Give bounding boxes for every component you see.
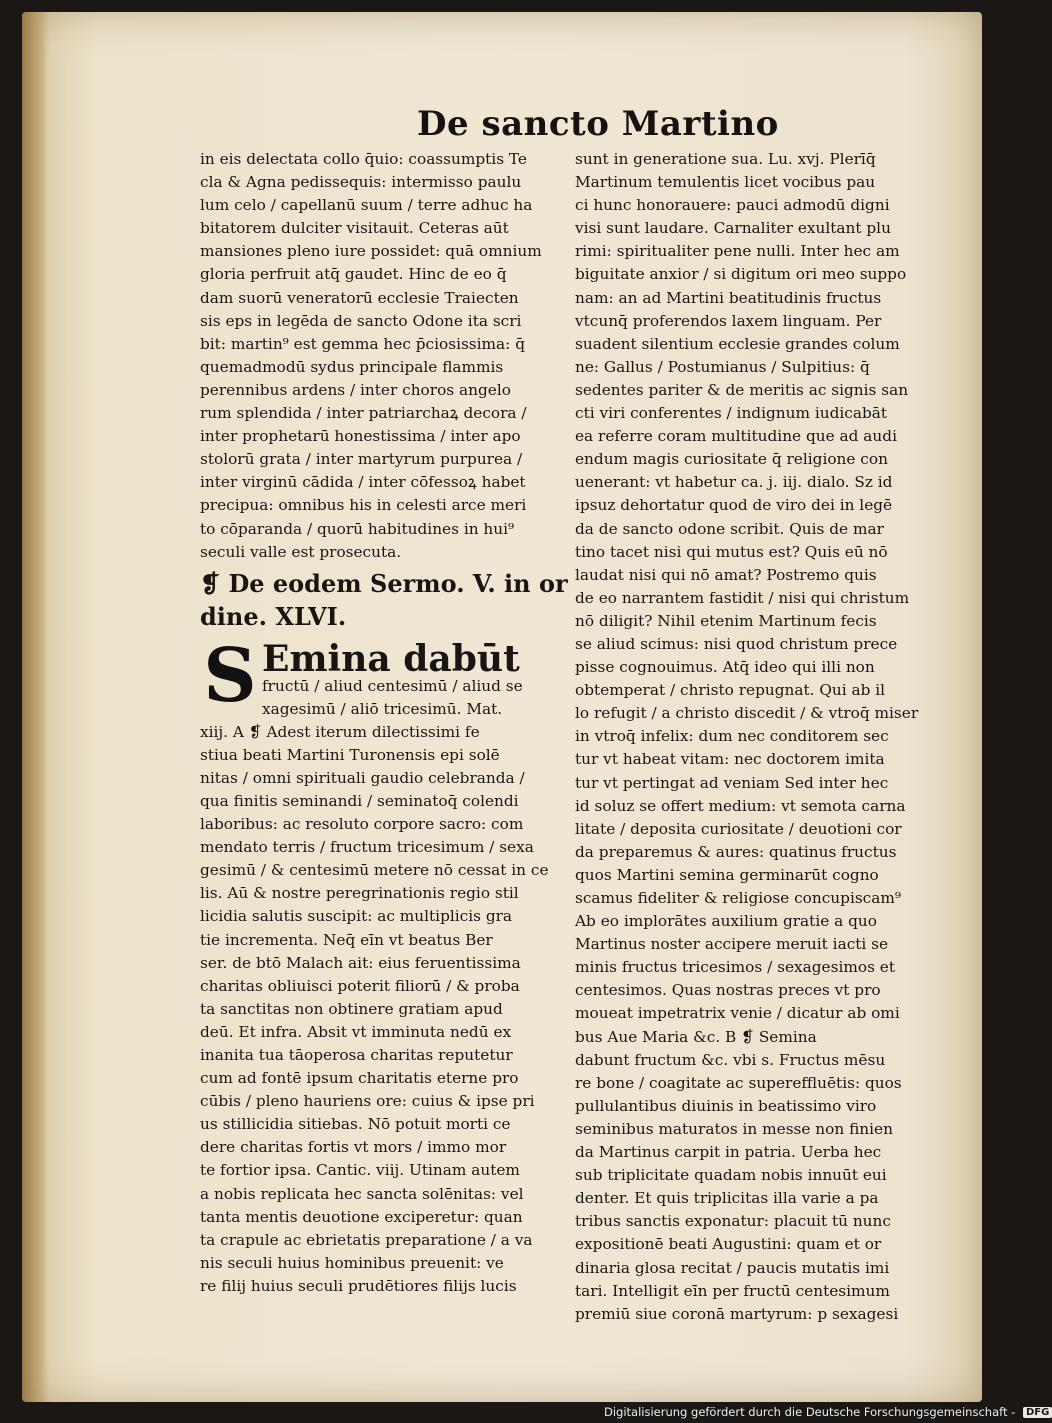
running-header: De sancto Martino	[417, 104, 779, 144]
text-line: inter prophetarū honestissima / inter apo	[200, 427, 521, 446]
text-line: ser. de btō Malach ait: eius feruentissima	[200, 953, 521, 972]
text-line: quemadmodū sydus principale flammis	[200, 357, 504, 376]
text-line: mendato terris / fructum tricesimum / sexa	[200, 838, 534, 857]
text-line: pullulantibus diuinis in beatissimo viro	[575, 1096, 877, 1115]
text-line: to cōparanda / quorū habitudines in hui⁹	[200, 519, 515, 538]
text-line: nam: an ad Martini beatitudinis fructus	[575, 288, 882, 307]
text-line: xagesimū / aliō tricesimū. Mat.	[262, 699, 503, 718]
text-line: rimi: spiritualiter pene nulli. Inter hec am	[575, 242, 900, 261]
text-line: dere charitas fortis vt mors / immo mor	[200, 1138, 507, 1157]
text-line: lis. Aū & nostre peregrinationis regio stil	[200, 884, 519, 903]
text-line: premiū siue coronā martyrum: p sexagesi	[575, 1304, 899, 1323]
text-line: precipua: omnibus his in celesti arce meri	[200, 496, 527, 515]
text-line: cti viri conferentes / indignum iudicabāt	[575, 404, 888, 423]
text-line: us stillicidia sitiebas. Nō potuit morti ce	[200, 1115, 511, 1134]
text-line: denter. Et quis triplicitas illa varie a pa	[575, 1189, 879, 1208]
text-line: tie incrementa. Neq̄ eīn vt beatus Ber	[200, 930, 493, 949]
left-column-bottom-text	[200, 721, 568, 1298]
text-line: endum magis curiositate q̄ religione con	[575, 450, 888, 469]
text-line: qua finitis seminandi / seminatoq̄ colendi	[200, 791, 519, 810]
text-line: ne: Gallus / Postumianus / Sulpitius: q̄	[575, 357, 870, 376]
text-line: expositionē beati Augustini: quam et or	[575, 1235, 882, 1254]
text-line: uenerant: vt habetur ca. j. iij. dialo. Sz id	[575, 473, 893, 492]
text-line: se aliud scimus: nisi quod christum prece	[575, 634, 898, 653]
text-line: dabunt fructum &c. vbi s. Fructus mēsu	[575, 1050, 886, 1069]
text-line: visi sunt laudare. Carnaliter exultant plu	[575, 219, 891, 238]
text-line: litate / deposita curiositate / deuotioni cor	[575, 819, 902, 838]
text-line: moueat impetratrix venie / dicatur ab omi	[575, 1004, 900, 1023]
text-line: da Martinus carpit in patria. Uerba hec	[575, 1143, 882, 1162]
text-line: bus Aue Maria &c. B ❡ Semina	[575, 1027, 817, 1046]
text-line: ipsuz dehortatur quod de viro dei in legē	[575, 496, 893, 515]
text-line: sub triplicitate quadam nobis innuūt eui	[575, 1166, 887, 1185]
text-line: cūbis / pleno hauriens ore: cuius & ipse pri	[200, 1092, 535, 1111]
text-line: bit: martin⁹ est gemma hec p̄ciosissima: q̄	[200, 334, 525, 353]
text-line: deū. Et infra. Absit vt imminuta nedū ex	[200, 1022, 512, 1041]
text-line: a nobis replicata hec sancta solēnitas: vel	[200, 1184, 524, 1203]
text-line: tur vt pertingat ad veniam Sed inter hec	[575, 773, 889, 792]
text-line: ta sanctitas non obtinere gratiam apud	[200, 999, 503, 1018]
left-column	[200, 148, 568, 1298]
text-line: tari. Intelligit eīn per fructū centesimum	[575, 1281, 890, 1300]
text-line: Martinus noster accipere meruit iacti se	[575, 935, 889, 954]
text-line: sis eps in legēda de sancto Odone ita scri	[200, 311, 522, 330]
text-line: inter virginū cādida / inter cōfessoꝝ habet	[200, 473, 526, 492]
text-line: re filij huius seculi prudētiores filijs lucis	[200, 1276, 517, 1295]
credit-text: Digitalisierung gefördert durch die Deutsche Forschungsgemeinschaft -	[604, 1405, 1016, 1419]
decorated-initial: S	[203, 632, 257, 719]
text-line: rum splendida / inter patriarchaꝝ decora /	[200, 404, 527, 423]
opening-word: Emina dabūt	[262, 637, 520, 680]
text-line: gloria perfruit atq̄ gaudet. Hinc de eo q̄	[200, 265, 507, 284]
sermon-heading	[200, 567, 568, 633]
text-line: pisse cognouimus. Atq̄ ideo qui illi non	[575, 658, 875, 677]
text-line: de eo narrantem fastidit / nisi qui christum	[575, 588, 910, 607]
text-line: sedentes pariter & de meritis ac signis san	[575, 380, 909, 399]
text-line: ta crapule ac ebrietatis preparatione / a va	[200, 1230, 533, 1249]
text-line: Ab eo implorātes auxilium gratie a quo	[575, 912, 877, 931]
text-line: suadent silentium ecclesie grandes colum	[575, 334, 900, 353]
text-line: cla & Agna pedissequis: intermisso paulu	[200, 173, 522, 192]
text-line: nitas / omni spirituali gaudio celebranda /	[200, 768, 525, 787]
text-line: stiua beati Martini Turonensis epi solē	[200, 745, 500, 764]
text-line: tanta mentis deuotione exciperetur: quan	[200, 1207, 523, 1226]
text-line: lum celo / capellanū suum / terre adhuc ha	[200, 196, 533, 215]
text-line: mansiones pleno iure possidet: quā omnium	[200, 242, 542, 261]
text-line: sunt in generatione sua. Lu. xvj. Plerīq̄	[575, 150, 876, 168]
text-line: licidia salutis suscipit: ac multiplicis gra	[200, 907, 513, 926]
page-edge	[22, 12, 48, 1402]
text-line: seminibus maturatos in messe non finien	[575, 1119, 893, 1138]
text-line: tino tacet nisi qui mutus est? Quis eū nō	[575, 542, 888, 561]
text-line: dinaria glosa recitat / paucis mutatis imi	[575, 1258, 890, 1277]
text-line: in eis delectata collo q̄uio: coassumptis Te	[200, 150, 527, 168]
digitization-credit	[604, 1405, 1052, 1419]
text-line: centesimos. Quas nostras preces vt pro	[575, 981, 881, 1000]
text-line: fructū / aliud centesimū / aliud se	[262, 676, 523, 695]
text-line: da de sancto odone scribit. Quis de mar	[575, 519, 884, 538]
text-line: gesimū / & centesimū metere nō cessat in ce	[200, 861, 549, 880]
text-line: nō diligit? Nihil etenim Martinum fecis	[575, 611, 877, 630]
text-line: laudat nisi qui nō amat? Postremo quis	[575, 565, 877, 584]
text-line: laboribus: ac resoluto corpore sacro: com	[200, 815, 524, 834]
text-line: re bone / coagitate ac supereffluētis: quos	[575, 1073, 902, 1092]
text-line: da preparemus & aures: quatinus fructus	[575, 842, 897, 861]
text-line: in vtroq̄ infelix: dum nec conditorem sec	[575, 727, 889, 746]
text-line: perennibus ardens / inter choros angelo	[200, 380, 511, 399]
initial-lines	[262, 675, 572, 721]
text-line: biguitate anxior / si digitum ori meo suppo	[575, 265, 907, 284]
text-line: te fortior ipsa. Cantic. viij. Utinam autem	[200, 1161, 520, 1180]
text-line: cum ad fontē ipsum charitatis eterne pro	[200, 1069, 519, 1088]
right-column-text	[575, 148, 943, 1326]
text-line: minis fructus tricesimos / sexagesimos et	[575, 958, 895, 977]
text-line: tribus sanctis exponatur: placuit tū nunc	[575, 1212, 891, 1231]
sermon-heading-line-1: ❡ De eodem Sermo. V. in or	[200, 568, 568, 598]
initial-block	[200, 632, 568, 721]
text-line: charitas obliuisci poterit filiorū / & proba	[200, 976, 520, 995]
text-line: ea referre coram multitudine que ad audi	[575, 427, 897, 446]
text-line: vtcunq̄ proferendos laxem linguam. Per	[575, 311, 882, 330]
text-line: tur vt habeat vitam: nec doctorem imita	[575, 750, 885, 769]
text-line: obtemperat / christo repugnat. Qui ab il	[575, 681, 886, 700]
text-line: inanita tua tāoperosa charitas reputetur	[200, 1046, 513, 1064]
text-line: xiij. A ❡ Adest iterum dilectissimi fe	[200, 722, 480, 741]
text-line: ci hunc honorauere: pauci admodū digni	[575, 196, 890, 215]
left-column-top-text	[200, 148, 568, 564]
dfg-logo: DFG	[1023, 1407, 1052, 1418]
text-line: dam suorū veneratorū ecclesie Traiecten	[200, 288, 519, 307]
text-line: stolorū grata / inter martyrum purpurea /	[200, 450, 523, 469]
text-line: nis seculi huius hominibus preuenit: ve	[200, 1253, 504, 1272]
text-line: quos Martini semina germinarūt cogno	[575, 865, 879, 884]
right-column	[575, 148, 943, 1326]
text-line: id soluz se offert medium: vt semota carna	[575, 796, 906, 815]
text-line: scamus fideliter & religiose concupiscam⁹	[575, 889, 902, 907]
text-line: bitatorem dulciter visitauit. Ceteras aūt	[200, 219, 509, 238]
text-line: Martinum temulentis licet vocibus pau	[575, 173, 876, 192]
text-line: seculi valle est prosecuta.	[200, 542, 402, 561]
sermon-heading-line-2: dine. XLVI.	[200, 601, 347, 631]
text-line: lo refugit / a christo discedit / & vtroq̄ miser	[575, 704, 919, 723]
